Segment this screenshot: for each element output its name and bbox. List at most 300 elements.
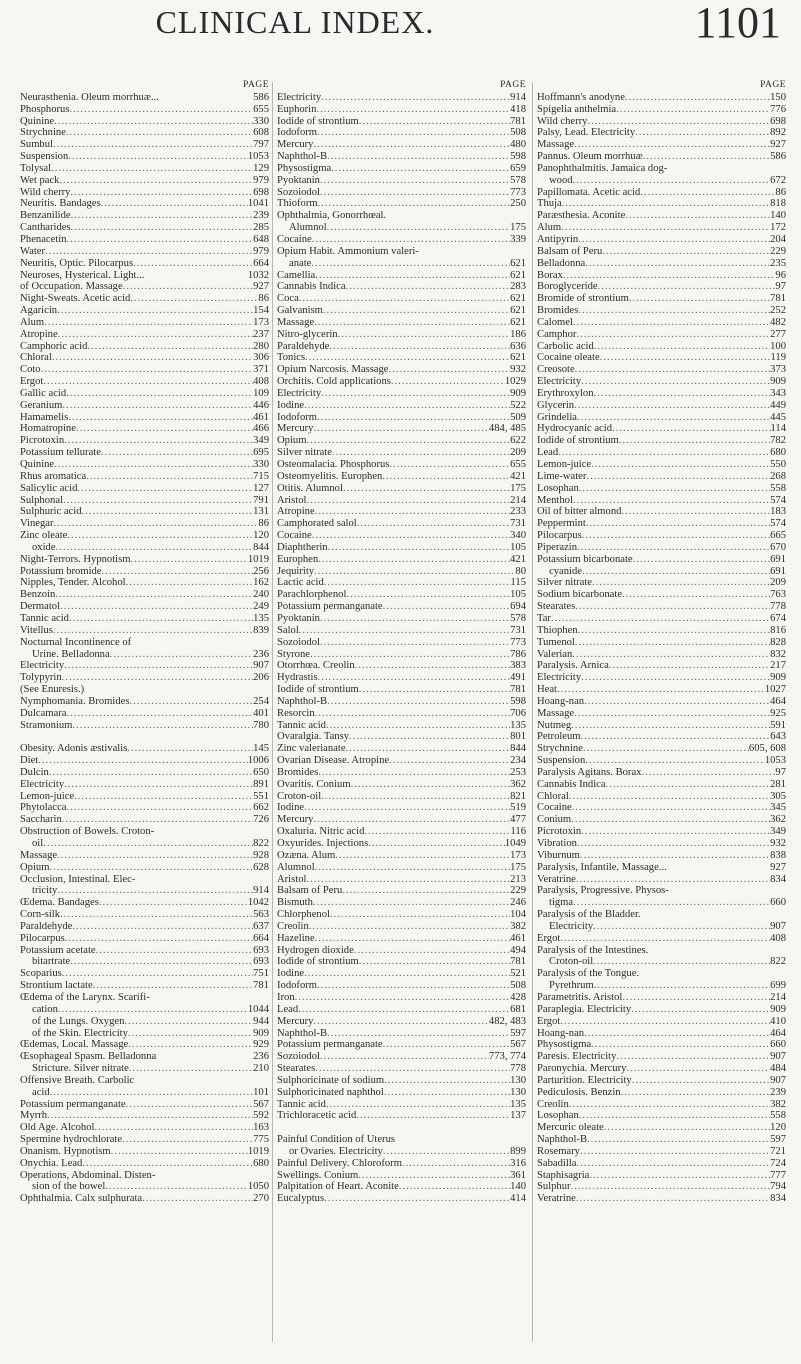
- page-reference: 236: [253, 648, 269, 660]
- entry-text: Ovaritis. Conium: [277, 778, 351, 790]
- index-entry: [537, 1016, 786, 1028]
- dot-leader: [574, 708, 770, 720]
- dot-leader: [315, 1063, 510, 1075]
- entry-text: Ozæna. Alum: [277, 849, 336, 861]
- index-entry: [537, 104, 786, 116]
- index-entry: [537, 1063, 786, 1075]
- page-reference: 828: [770, 636, 786, 648]
- page-reference: 127: [253, 482, 269, 494]
- dot-leader: [323, 305, 510, 317]
- page-reference: 362: [770, 814, 786, 826]
- dot-leader: [87, 341, 253, 353]
- entry-text: Palsy, Lead. Electricity: [537, 127, 636, 139]
- page-reference: 1006: [247, 755, 269, 767]
- index-entry: [537, 862, 786, 874]
- page-reference: 268: [770, 470, 786, 482]
- page-reference: 237: [253, 328, 269, 340]
- entry-text: Europhen: [277, 553, 319, 565]
- page-reference: 330: [253, 115, 269, 127]
- page-reference: 115: [510, 577, 526, 589]
- index-entry: [277, 376, 526, 388]
- page-column-heading: [20, 80, 269, 92]
- index-entry: [537, 1075, 786, 1087]
- index-entry: [20, 1039, 269, 1051]
- index-entry: [537, 589, 786, 601]
- entry-text: Wet pack: [20, 174, 60, 186]
- entry-text: Iron: [277, 991, 295, 1003]
- dot-leader: [563, 270, 776, 282]
- entry-text: Paraplegia. Electricity: [537, 1003, 632, 1015]
- entry-text: Iodine: [277, 968, 305, 980]
- entry-text: Camphorated salol: [277, 518, 357, 530]
- dot-leader: [122, 1134, 253, 1146]
- entry-text: Hazeline: [277, 932, 315, 944]
- page-reference: 558: [770, 482, 786, 494]
- dot-leader: [578, 234, 770, 246]
- page-reference: 135: [253, 612, 269, 624]
- entry-text: Strontium lactate: [20, 980, 93, 992]
- page-reference: 681: [510, 1003, 526, 1015]
- dot-leader: [43, 376, 253, 388]
- dot-leader: [575, 601, 770, 613]
- dot-leader: [304, 400, 510, 412]
- index-entry: [277, 293, 526, 305]
- dot-leader: [128, 1028, 253, 1040]
- entry-text: anate: [289, 257, 312, 269]
- dot-leader: [82, 506, 254, 518]
- entry-text: Night-Sweats. Acetic acid: [20, 293, 131, 305]
- page-reference: 778: [770, 601, 786, 613]
- entry-text: Opium: [277, 435, 307, 447]
- entry-text: Nocturnal Incontinence of: [20, 636, 132, 648]
- page-reference: 449: [770, 399, 786, 411]
- entry-text: Electricity: [277, 387, 322, 399]
- dot-leader: [314, 317, 510, 329]
- entry-text: Otorrhœa. Creolin: [277, 660, 355, 672]
- entry-text: Thuja: [537, 198, 562, 210]
- entry-text: Neuroses, Hysterical. Light...: [20, 269, 145, 281]
- page-reference: 140: [770, 210, 786, 222]
- index-entry: [537, 933, 786, 945]
- index-entry: [277, 1181, 526, 1193]
- dot-leader: [383, 1039, 510, 1051]
- entry-text: Gallic acid: [20, 387, 67, 399]
- index-entry: [537, 601, 786, 613]
- dot-leader: [49, 767, 253, 779]
- index-entry: [20, 826, 269, 838]
- index-entry: [537, 222, 786, 234]
- dot-leader: [343, 483, 510, 495]
- index-entry: [20, 341, 269, 353]
- page-reference: 832: [770, 648, 786, 660]
- index-entry: [277, 755, 526, 767]
- entry-text: Stearates: [277, 1063, 316, 1075]
- entry-text: Pediculosis. Benzin: [537, 1086, 621, 1098]
- entry-text: Œsophageal Spasm. Belladonna: [20, 1051, 157, 1063]
- entry-text: Glycerin: [537, 399, 575, 411]
- dot-leader: [306, 495, 510, 507]
- entry-text: Obesity. Adonis æstivalis: [20, 743, 128, 755]
- index-entry: [277, 696, 526, 708]
- page-reference: 778: [510, 1063, 526, 1075]
- page-reference: 253: [510, 766, 526, 778]
- dot-leader: [616, 1051, 770, 1063]
- dot-leader: [346, 281, 511, 293]
- dot-leader: [558, 447, 770, 459]
- dot-leader: [583, 743, 749, 755]
- dot-leader: [318, 767, 510, 779]
- dot-leader: [572, 802, 770, 814]
- index-entry: [277, 684, 526, 696]
- page-reference: 693: [253, 956, 269, 968]
- index-entry: [20, 329, 269, 341]
- index-entry: [537, 874, 786, 886]
- index-subentry: [537, 566, 786, 578]
- entry-text: Opium Narcosis. Massage: [277, 364, 389, 376]
- dot-leader: [349, 731, 510, 743]
- dot-leader: [594, 980, 770, 992]
- dot-leader: [66, 388, 253, 400]
- entry-text: Spermine hydrochlorate: [20, 1134, 123, 1146]
- page-heading-label: PAGE: [500, 80, 526, 90]
- index-entry: [537, 1051, 786, 1063]
- entry-text: Otitis. Alumnol: [277, 482, 343, 494]
- page-reference: 130: [510, 1086, 526, 1098]
- entry-text: Sodium bicarbonate: [537, 589, 623, 601]
- entry-text: Paralysis. Arnica: [537, 660, 609, 672]
- entry-text: cation: [32, 1003, 58, 1015]
- dot-leader: [101, 198, 248, 210]
- entry-text: of the Lungs. Oxygen: [32, 1015, 125, 1027]
- index-entry: [277, 968, 526, 980]
- page-reference: 210: [253, 1063, 269, 1075]
- dot-leader: [320, 175, 510, 187]
- dot-leader: [306, 874, 510, 886]
- dot-leader: [359, 684, 510, 696]
- index-entry: [537, 447, 786, 459]
- index-entry: [537, 731, 786, 743]
- page-reference: 316: [510, 1157, 526, 1169]
- page-reference: 694: [510, 601, 526, 613]
- index-entry: [537, 341, 786, 353]
- dot-leader: [304, 802, 510, 814]
- index-entry: [277, 459, 526, 471]
- page-reference: 254: [253, 695, 269, 707]
- dot-leader: [622, 589, 770, 601]
- page-reference: 782: [770, 435, 786, 447]
- index-entry: [20, 613, 269, 625]
- entry-text: sion of the bowel: [32, 1181, 106, 1193]
- page-reference: 781: [253, 980, 269, 992]
- index-entry-continuation: [20, 1181, 269, 1193]
- page-reference: 491: [510, 672, 526, 684]
- entry-text: Dulcamara: [20, 707, 67, 719]
- page-reference: 239: [770, 1086, 786, 1098]
- dot-leader: [313, 814, 510, 826]
- entry-text: oil: [32, 838, 44, 849]
- index-entry: [537, 352, 786, 364]
- page-reference: 105: [510, 589, 526, 601]
- dot-leader: [69, 104, 253, 116]
- page-reference: 330: [253, 459, 269, 470]
- index-entry: [20, 317, 269, 329]
- index-entry: [537, 317, 786, 329]
- index-entry: [20, 104, 269, 116]
- page-title: CLINICAL INDEX.: [155, 4, 435, 40]
- entry-text: Phenacetin: [20, 233, 67, 245]
- page-number: 1101: [694, 0, 781, 47]
- page-reference: 621: [510, 269, 526, 281]
- entry-text: Thiophen: [537, 624, 578, 636]
- entry-text: Ergot: [537, 932, 561, 944]
- index-entry: [20, 483, 269, 495]
- index-entry: [20, 506, 269, 518]
- dot-leader: [320, 637, 510, 649]
- dot-leader: [311, 258, 510, 270]
- index-entry: [277, 838, 526, 850]
- index-entry: [20, 234, 269, 246]
- index-entry: [277, 577, 526, 589]
- entry-text: Carbolic acid: [537, 340, 594, 352]
- page-reference: 349: [253, 435, 269, 447]
- entry-text: Palpitation of Heart. Aconite: [277, 1181, 399, 1193]
- dot-leader: [585, 755, 765, 767]
- page-reference: 597: [770, 1134, 786, 1146]
- page-reference: 655: [253, 103, 269, 115]
- entry-text: Euphorin: [277, 103, 317, 115]
- entry-text: Ophthalmia. Calx sulphurata: [20, 1193, 143, 1205]
- index-entry: [20, 874, 269, 886]
- index-entry: [277, 530, 526, 542]
- dot-leader: [315, 862, 510, 874]
- index-entry-continuation: [537, 175, 786, 187]
- index-entry: [537, 163, 786, 175]
- dot-leader: [299, 625, 510, 637]
- entry-text: Paralysis of the Bladder.: [537, 909, 641, 921]
- index-entry: [277, 649, 526, 661]
- dot-leader: [317, 127, 510, 139]
- entry-text: Sulphonal: [20, 494, 63, 506]
- entry-text: Spigelia anthelmia: [537, 103, 617, 115]
- entry-text: Salicylic acid: [20, 482, 78, 494]
- entry-text: Osteomyelitis. Europhen: [277, 470, 383, 482]
- index-entry: [277, 471, 526, 483]
- entry-text: Potassium bromide: [20, 565, 102, 577]
- dot-leader: [298, 1004, 510, 1016]
- dot-leader: [54, 459, 253, 471]
- page-reference: 660: [770, 1039, 786, 1051]
- dot-leader: [616, 104, 770, 116]
- page-reference: 129: [253, 162, 269, 174]
- dot-leader: [299, 293, 510, 305]
- entry-text: Urine. Belladonna: [32, 648, 110, 660]
- index-entry: [20, 743, 269, 755]
- page-reference: 339: [510, 233, 526, 245]
- dot-leader: [44, 317, 253, 329]
- page-reference: 944: [253, 1015, 269, 1027]
- dot-leader: [66, 708, 253, 720]
- index-entry: [277, 270, 526, 282]
- dot-leader: [111, 1146, 248, 1158]
- entry-text: Paronychia. Mercury: [537, 1063, 627, 1075]
- page-reference: 598: [510, 695, 526, 707]
- entry-text: Stramonium: [20, 719, 73, 731]
- page-reference: 305: [770, 790, 786, 802]
- entry-text: Potassium permanganate: [277, 601, 383, 613]
- dot-leader: [324, 577, 511, 589]
- index-entry: [277, 104, 526, 116]
- page-reference: 574: [770, 494, 786, 506]
- dot-leader: [41, 364, 254, 376]
- entry-text: Quinine: [20, 459, 55, 470]
- index-entry-continuation: [537, 897, 786, 909]
- entry-text: Iodine: [277, 399, 305, 411]
- index-entry: [277, 163, 526, 175]
- dot-leader: [99, 897, 248, 909]
- entry-text: Eucalyptus: [277, 1193, 325, 1205]
- index-entry: [20, 139, 269, 151]
- dot-leader: [557, 684, 765, 696]
- index-entry: [20, 980, 269, 992]
- dot-leader: [622, 992, 770, 1004]
- index-entry-continuation: [20, 838, 269, 850]
- page-reference: 172: [770, 222, 786, 234]
- page-reference: 101: [253, 1086, 269, 1098]
- entry-text: Cocaine: [537, 802, 572, 814]
- page-reference: 558: [770, 1110, 786, 1122]
- page-reference: 361: [510, 1169, 526, 1181]
- page-reference: 781: [510, 684, 526, 696]
- index-entry: [537, 850, 786, 862]
- page-reference: 80: [515, 565, 526, 577]
- dot-leader: [320, 187, 510, 199]
- entry-text: Night-Terrors. Hypnotism: [20, 553, 131, 565]
- dot-leader: [332, 447, 510, 459]
- entry-text: Hydrastis: [277, 672, 318, 684]
- dot-leader: [573, 175, 771, 187]
- entry-text: Pyoktanin: [277, 612, 320, 624]
- page-reference: 86: [258, 518, 269, 530]
- page-reference: 721: [770, 1145, 786, 1157]
- page-reference: 608: [253, 127, 269, 139]
- dot-leader: [70, 956, 253, 968]
- page-reference: 680: [770, 447, 786, 459]
- page-reference: 217: [770, 660, 786, 672]
- page-reference: 175: [510, 861, 526, 873]
- entry-text: Papillomata. Acetic acid: [537, 186, 641, 198]
- entry-text: Rosemary: [537, 1145, 580, 1157]
- dot-leader: [317, 980, 510, 992]
- dot-leader: [578, 625, 771, 637]
- index-entry: [20, 921, 269, 933]
- entry-text: Sozoiodol: [277, 636, 320, 648]
- index-entry: [537, 1039, 786, 1051]
- index-entry: [537, 1110, 786, 1122]
- page-reference: 914: [253, 885, 269, 897]
- page-reference: 340: [510, 530, 526, 542]
- entry-text: Mercury: [277, 814, 314, 826]
- entry-text: Piperazin: [537, 541, 578, 553]
- dot-leader: [53, 139, 253, 151]
- index-entry: [20, 862, 269, 874]
- page-reference: 586: [770, 151, 786, 163]
- entry-text: Parametritis. Aristol: [537, 991, 623, 1003]
- index-entry: [20, 767, 269, 779]
- page-reference: 791: [253, 494, 269, 506]
- index-entry: [20, 1134, 269, 1146]
- entry-text: Œdemas, Local. Massage: [20, 1039, 129, 1051]
- index-entry: [20, 696, 269, 708]
- dot-leader: [50, 1087, 253, 1099]
- entry-text: Viburnum: [537, 849, 580, 861]
- entry-text: Lime-water: [537, 470, 587, 482]
- entry-text: Electricity: [277, 91, 322, 103]
- dot-leader: [129, 1063, 253, 1075]
- page-reference: 482: [770, 316, 786, 328]
- dot-leader: [391, 376, 505, 388]
- dot-leader: [551, 613, 770, 625]
- page-reference: 636: [510, 340, 526, 352]
- entry-text: tigma: [549, 897, 574, 909]
- index-entry: [537, 767, 786, 779]
- index-entry: [277, 234, 526, 246]
- dot-leader: [602, 246, 770, 258]
- dot-leader: [321, 92, 510, 104]
- entry-text: Borax: [537, 269, 563, 281]
- page-reference: 605, 608: [748, 743, 786, 755]
- dot-leader: [66, 802, 253, 814]
- index-entry: [537, 412, 786, 424]
- index-entry: [277, 447, 526, 459]
- page-reference: 731: [510, 518, 526, 530]
- page-reference: 1041: [247, 198, 269, 210]
- index-entry: [20, 625, 269, 637]
- entry-text: Atropine: [20, 328, 58, 340]
- dot-leader: [579, 483, 770, 495]
- entry-text: Homatropine: [20, 423, 76, 435]
- dot-leader: [70, 187, 253, 199]
- page-reference: 135: [510, 1098, 526, 1110]
- index-entry: [277, 720, 526, 732]
- dot-leader: [55, 589, 253, 601]
- entry-text: Tonics: [277, 352, 306, 364]
- dot-leader: [354, 945, 510, 957]
- page-reference: 104: [510, 909, 526, 921]
- page-reference: 818: [770, 198, 786, 210]
- page-reference: 252: [770, 305, 786, 317]
- dot-leader: [573, 897, 770, 909]
- page-reference: 150: [770, 91, 786, 103]
- index-entry: [537, 1134, 786, 1146]
- dot-leader: [578, 305, 770, 317]
- dot-leader: [389, 755, 510, 767]
- index-entry-continuation: [537, 921, 786, 933]
- index-entry: [537, 258, 786, 270]
- index-entry: [537, 826, 786, 838]
- entry-text: Hoffmann's anodyne: [537, 91, 625, 103]
- index-entry: [20, 1051, 269, 1063]
- entry-text: Naphthol-B: [537, 1134, 588, 1146]
- page-reference: 349: [770, 826, 786, 838]
- page-reference: 621: [510, 293, 526, 305]
- index-column-1: [20, 80, 269, 1205]
- page-reference: 731: [510, 624, 526, 636]
- dot-leader: [310, 649, 510, 661]
- entry-text: Naphthol-B: [277, 1027, 328, 1039]
- page-reference: 907: [770, 1074, 786, 1086]
- index-entry: [277, 246, 526, 258]
- entry-text: Thioform: [277, 198, 318, 210]
